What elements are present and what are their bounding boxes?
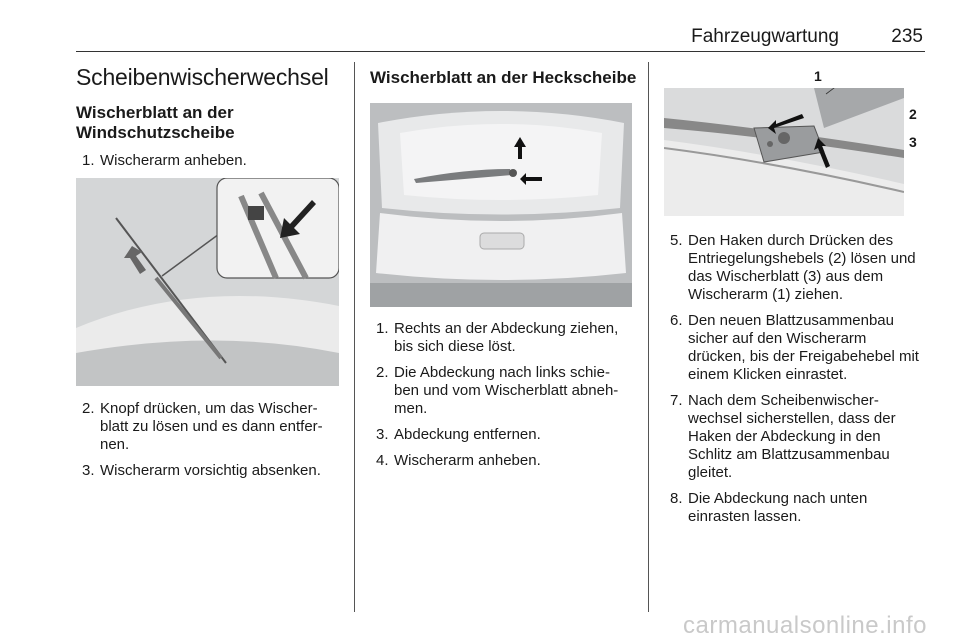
rear-steps [370,320,634,478]
windshield-steps-a [76,152,340,178]
detail-steps [664,232,928,534]
page-number: 235 [891,26,923,47]
list-item: 3. Wischerarm vorsichtig absenken. [82,462,321,479]
rear-wiper-illustration [370,103,632,307]
figure-rear-wiper [370,103,632,307]
wiper-detail-illustration [664,88,904,216]
list-item: 3. Abdeckung entfernen. [376,426,541,443]
running-header-title: Fahrzeugwartung [691,26,839,47]
figure-windshield-wiper [76,178,339,386]
list-item: 2. Knopf drücken, um das Wischer-blatt zu lösen und es dann entfer-nen. [82,400,323,453]
list-item: 4. Wischerarm anheben. [376,452,541,469]
windshield-wiper-illustration [76,178,339,386]
watermark: carmanualsonline.info [683,612,927,639]
list-item: 8. Die Abdeckung nach unten einrasten lassen. [670,490,868,525]
list-item: 5. Den Haken durch Drücken des Entriegelungshebels (2) lösen und das Wischerblatt (3) aus dem Wischerarm (1) ziehen. [670,232,916,303]
subheading-rear: Wischerblatt an der Heckscheibe [370,68,637,87]
callout-2: 2 [909,106,917,122]
figure-wiper-detail [664,88,904,216]
list-item: 7. Nach dem Scheibenwischer-wechsel sicherstellen, dass der Haken der Abdeckung in den Schlitz am Blattzusammenbau gleitet. [670,392,896,481]
list-item: 6. Den neuen Blattzusammenbau sicher auf den Wischerarm drücken, bis der Freigabehebel mit einem Klicken einrastet. [670,312,919,383]
list-item: 1. Rechts an der Abdeckung ziehen, bis sich diese löst. [376,320,619,355]
windshield-steps-b [76,400,340,488]
list-item: 2. Die Abdeckung nach links schie-ben und vom Wischerblatt abneh-men. [376,364,619,417]
column-divider [648,62,649,612]
callout-1: 1 [814,68,822,84]
subheading-windshield: Wischerblatt an der Windschutzscheibe [76,103,235,142]
page-header [76,24,925,52]
callout-3: 3 [909,134,917,150]
list-item: 1. Wischerarm anheben. [82,152,247,169]
column-divider [354,62,355,612]
section-title: Scheibenwischerwechsel [76,64,329,90]
